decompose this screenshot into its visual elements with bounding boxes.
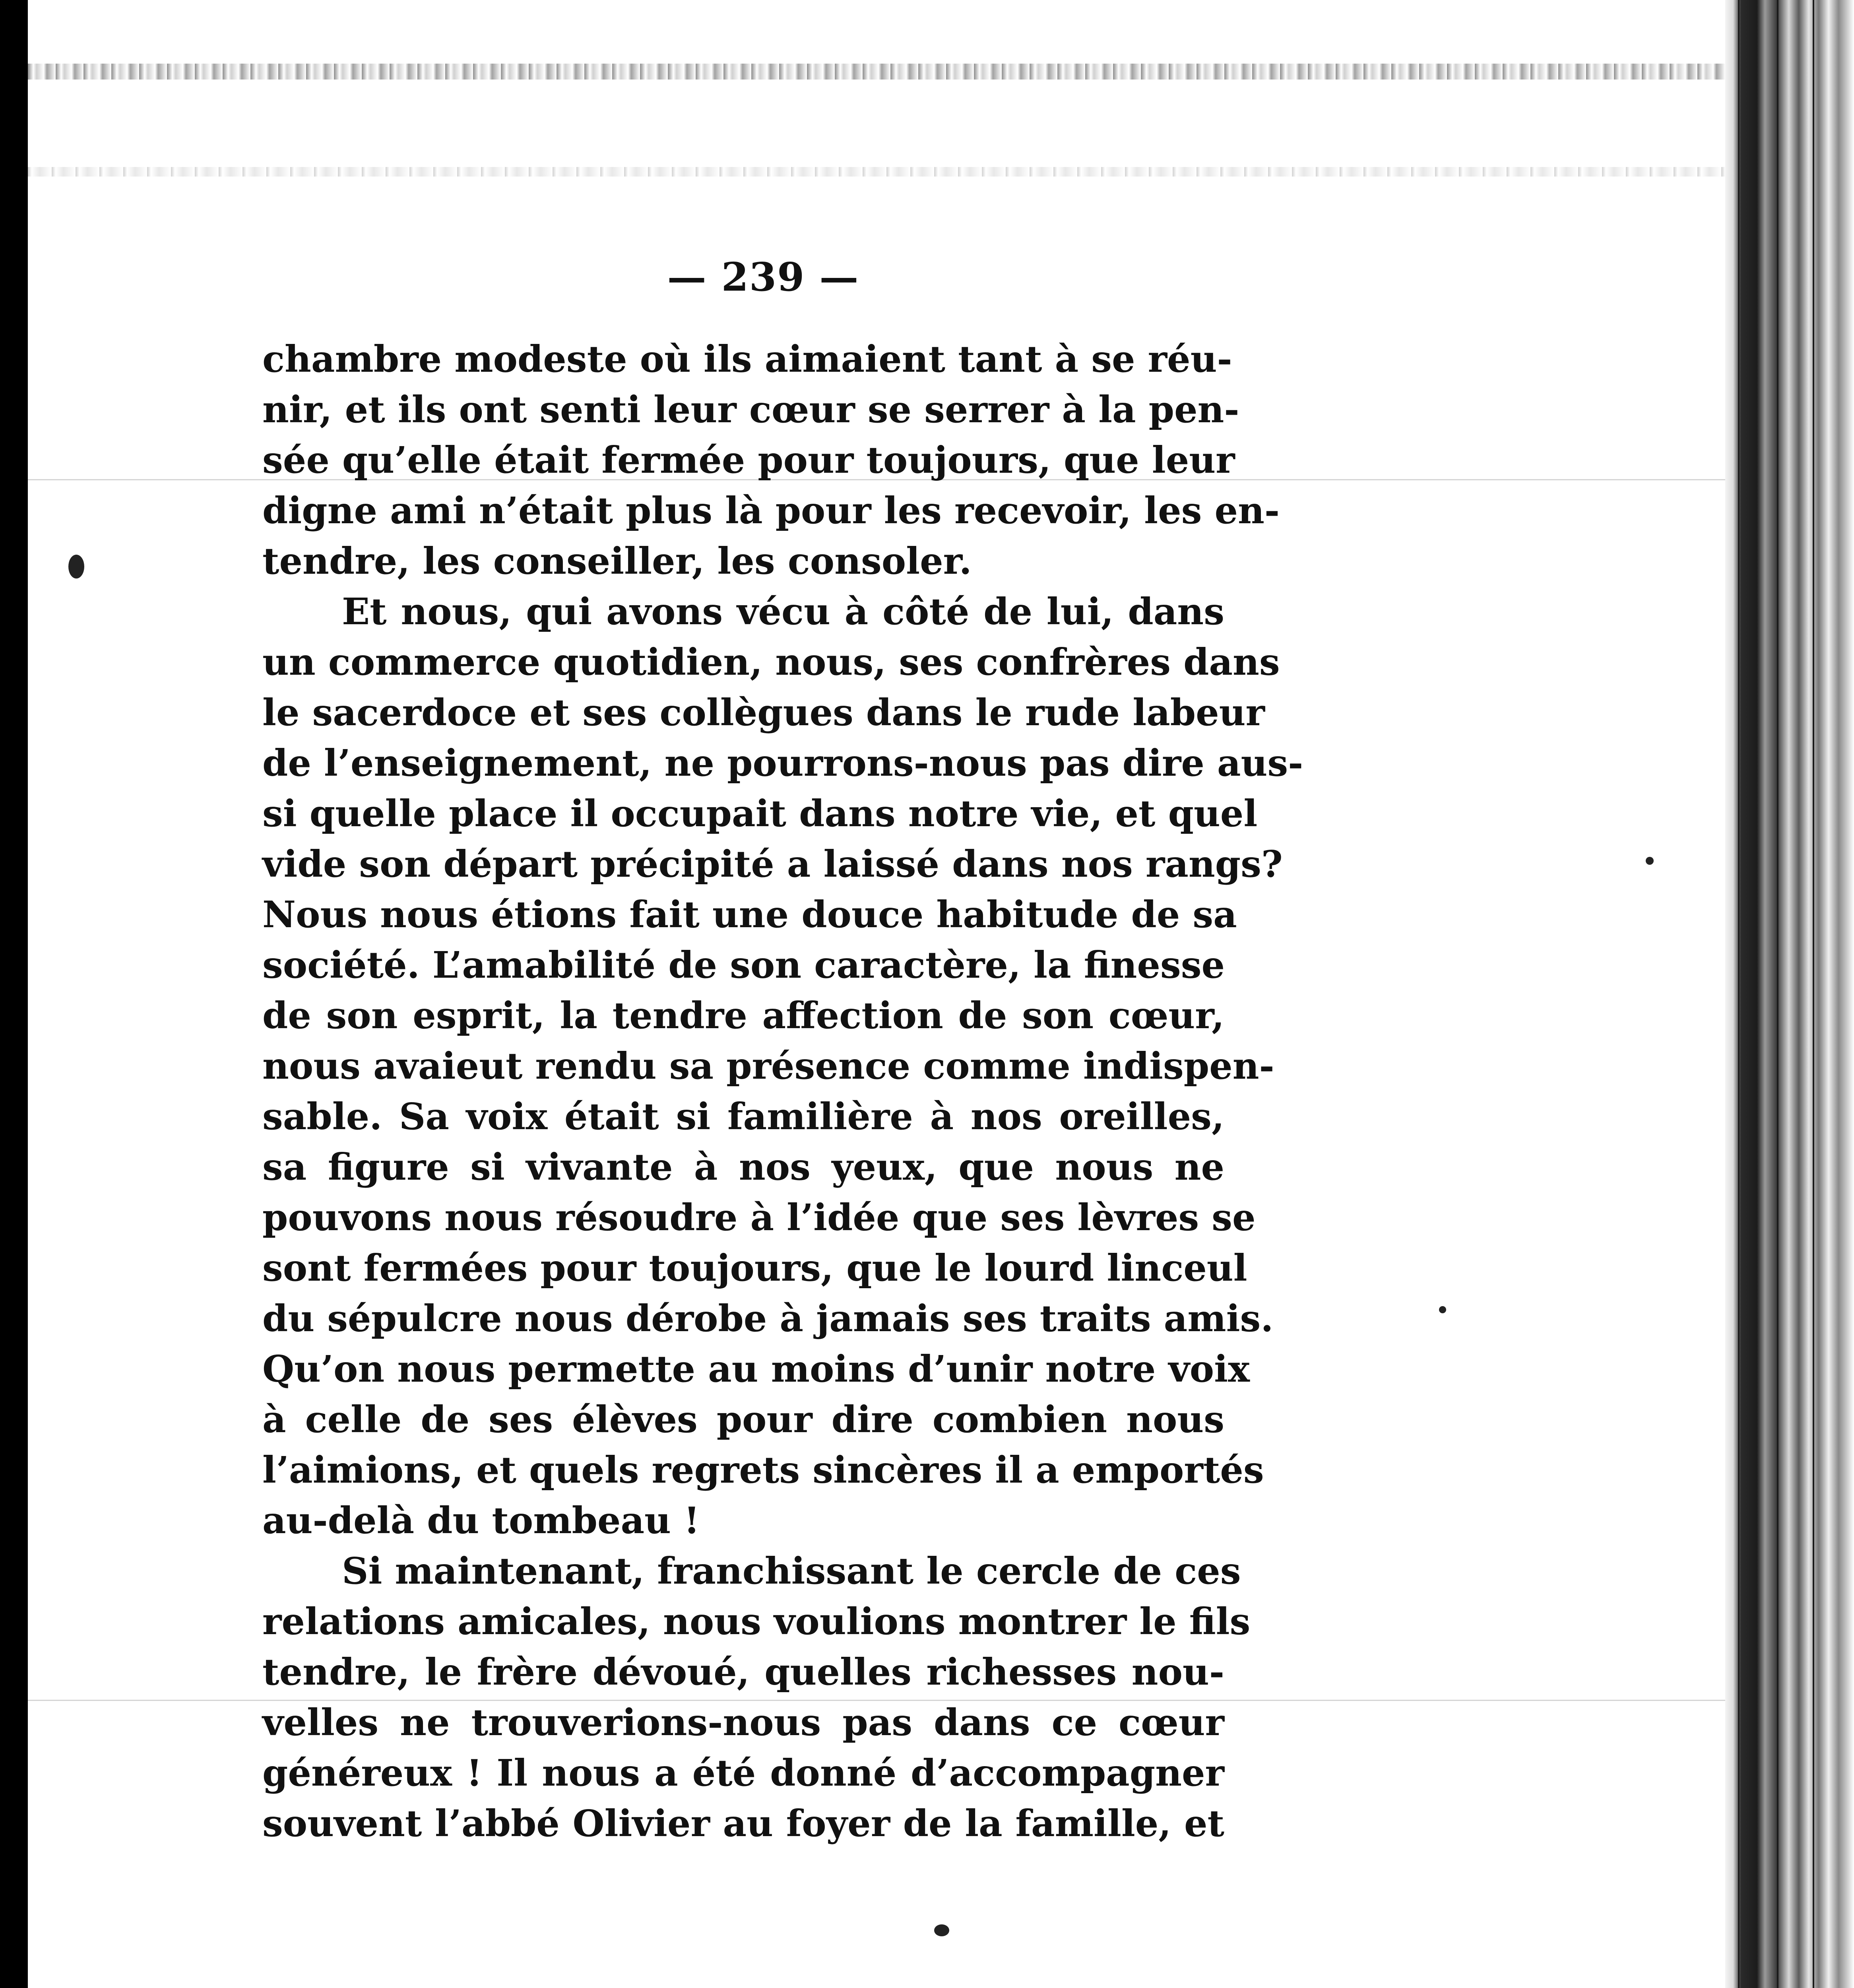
text-line: chambre modeste où ils aimaient tant à se réu- [262,338,1232,381]
top-scan-noise [28,64,1725,80]
page-number: — 239 — [667,254,859,300]
page-edge-stack [1725,0,1854,1988]
text-line: digne ami n’était plus là pour les recevoir, les en- [262,489,1280,532]
body-text [262,334,1303,1849]
left-binding-shadow [0,0,28,1988]
paragraph [262,1546,1251,1849]
text-line: sée qu’elle était fermée pour toujours, que leur [262,439,1235,481]
text-line: le sacerdoce et ses collègues dans le rude labeur [262,691,1265,734]
page-edge-line [1738,0,1740,1988]
page-edge-line [1813,0,1814,1988]
ink-speck [68,555,84,579]
text-line: de son esprit, la tendre affection de son cœur, [262,994,1224,1037]
text-line: relations amicales, nous voulions montrer le fils [262,1600,1251,1643]
ink-speck [934,1924,949,1936]
text-line: tendre, les conseiller, les consoler. [262,540,972,582]
ink-speck [1439,1306,1446,1313]
text-line: si quelle place il occupait dans notre vie, et quel [262,792,1258,835]
text-line: l’aimions, et quels regrets sincères il a emportés [262,1448,1264,1491]
text-line: nous avaieut rendu sa présence comme indispen- [262,1044,1274,1087]
text-line: sont fermées pour toujours, que le lourd linceul [262,1246,1247,1289]
text-line: nir, et ils ont senti leur cœur se serrer à la pen- [262,388,1239,431]
text-line: Et nous, qui avons vécu à côté de lui, dans [342,590,1224,633]
page-edge-line [1777,0,1778,1988]
paragraph [262,334,1280,586]
text-line: vide son départ précipité a laissé dans nos rangs? [262,843,1283,885]
ink-speck [1646,857,1654,865]
text-line: Si maintenant, franchissant le cercle de ces [342,1549,1241,1592]
text-line: société. L’amabilité de son caractère, la finesse [262,944,1225,986]
text-line: pouvons nous résoudre à l’idée que ses lèvres se [262,1196,1256,1239]
text-line: à celle de ses élèves pour dire combien nous [262,1398,1224,1441]
text-line: velles ne trouverions-nous pas dans ce cœur [262,1701,1224,1744]
text-line: Nous nous étions fait une douce habitude de sa [262,893,1237,936]
text-line: souvent l’abbé Olivier au foyer de la famille, et [262,1802,1224,1845]
text-line: sa figure si vivante à nos yeux, que nous ne [262,1145,1224,1188]
text-line: généreux ! Il nous a été donné d’accompagner [262,1751,1224,1794]
paragraph [262,586,1303,1546]
text-line: Qu’on nous permette au moins d’unir notre voix [262,1347,1250,1390]
text-line: sable. Sa voix était si familière à nos oreilles, [262,1095,1224,1138]
top-scan-noise [28,167,1725,177]
text-line: tendre, le frère dévoué, quelles richesses nou- [262,1650,1224,1693]
text-line: de l’enseignement, ne pourrons-nous pas dire aus- [262,742,1303,784]
text-line: un commerce quotidien, nous, ses confrères dans [262,641,1280,683]
text-line: au-delà du tombeau ! [262,1499,700,1542]
text-line: du sépulcre nous dérobe à jamais ses traits amis. [262,1297,1274,1340]
